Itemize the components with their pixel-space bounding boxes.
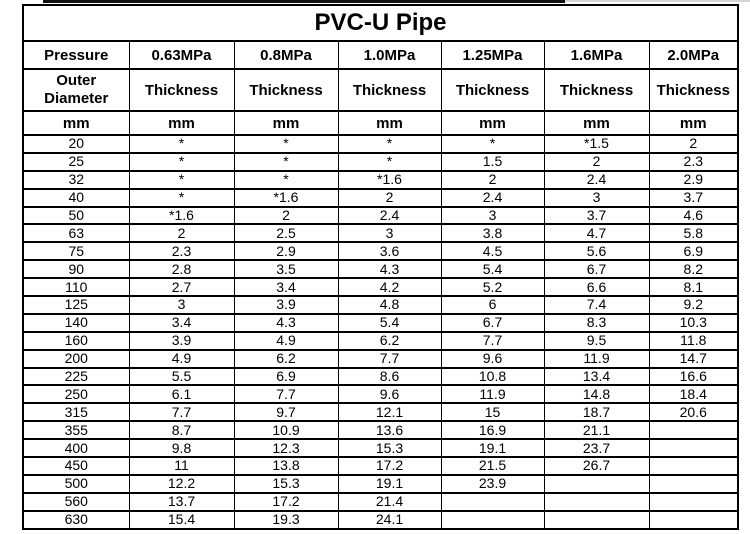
table-row (23, 171, 738, 189)
thickness-cell: 12.3 (234, 439, 338, 457)
thickness-cell: 21.1 (544, 421, 649, 439)
thickness-cell: 17.2 (338, 457, 441, 475)
outer-diameter-cell: 560 (23, 493, 129, 511)
thickness-cell: 12.1 (338, 403, 441, 421)
thickness-cell: 19.3 (234, 511, 338, 529)
thickness-cell: 4.7 (544, 224, 649, 242)
thickness-cell: 4.2 (338, 278, 441, 296)
table-row (23, 511, 738, 529)
thickness-cell: 18.4 (649, 385, 738, 403)
pressure-header-row (23, 41, 738, 69)
table-row (23, 332, 738, 350)
thickness-cell: 13.7 (129, 493, 234, 511)
outer-diameter-cell: 355 (23, 421, 129, 439)
top-edge-scan-artifact-black (43, 0, 565, 3)
thickness-cell: 5.4 (441, 260, 544, 278)
thickness-cell: 10.8 (441, 368, 544, 386)
pressure-label: Pressure (23, 41, 129, 69)
unit-label: mm (649, 111, 738, 135)
thickness-cell: 2 (544, 153, 649, 171)
thickness-cell: 16.9 (441, 421, 544, 439)
outer-diameter-cell: 160 (23, 332, 129, 350)
pressure-value: 2.0MPa (649, 41, 738, 69)
thickness-cell: 3.6 (338, 242, 441, 260)
thickness-cell: 2 (441, 171, 544, 189)
title-row (23, 5, 738, 41)
outer-diameter-cell: 200 (23, 350, 129, 368)
thickness-cell: 3 (544, 189, 649, 207)
thickness-cell: 8.3 (544, 314, 649, 332)
thickness-cell: *1.5 (544, 135, 649, 153)
thickness-cell: 2.4 (441, 189, 544, 207)
thickness-cell (649, 511, 738, 529)
thickness-cell: 4.5 (441, 242, 544, 260)
thickness-cell: 6.1 (129, 385, 234, 403)
thickness-cell: 3.7 (544, 207, 649, 225)
thickness-cell: 23.7 (544, 439, 649, 457)
thickness-cell: 6 (441, 296, 544, 314)
outer-diameter-cell: 630 (23, 511, 129, 529)
thickness-cell: 12.2 (129, 475, 234, 493)
thickness-cell: 9.5 (544, 332, 649, 350)
thickness-cell: 2.8 (129, 260, 234, 278)
thickness-cell: * (129, 153, 234, 171)
thickness-cell: 7.7 (129, 403, 234, 421)
thickness-cell: 4.8 (338, 296, 441, 314)
outer-diameter-cell: 250 (23, 385, 129, 403)
thickness-cell: 24.1 (338, 511, 441, 529)
thickness-cell: 6.9 (649, 242, 738, 260)
thickness-cell: 21.5 (441, 457, 544, 475)
thickness-cell: 10.3 (649, 314, 738, 332)
thickness-cell: 7.4 (544, 296, 649, 314)
unit-label: mm (23, 111, 129, 135)
thickness-cell (544, 511, 649, 529)
table-row (23, 421, 738, 439)
thickness-cell: 19.1 (338, 475, 441, 493)
table-row (23, 457, 738, 475)
thickness-cell: 13.8 (234, 457, 338, 475)
outer-diameter-cell: 400 (23, 439, 129, 457)
thickness-cell: 11.9 (544, 350, 649, 368)
thickness-cell: 15.3 (338, 439, 441, 457)
thickness-cell: 23.9 (441, 475, 544, 493)
table-row (23, 260, 738, 278)
outer-diameter-cell: 40 (23, 189, 129, 207)
thickness-cell: 3.4 (129, 314, 234, 332)
thickness-cell: 6.2 (234, 350, 338, 368)
thickness-cell: 2.4 (544, 171, 649, 189)
thickness-cell: 14.7 (649, 350, 738, 368)
thickness-cell: 9.7 (234, 403, 338, 421)
thickness-cell: 2 (129, 224, 234, 242)
table-row (23, 493, 738, 511)
thickness-cell: * (234, 153, 338, 171)
thickness-cell: 14.8 (544, 385, 649, 403)
thickness-cell: 4.9 (234, 332, 338, 350)
thickness-cell: 15.4 (129, 511, 234, 529)
pressure-value: 0.8MPa (234, 41, 338, 69)
thickness-cell (544, 493, 649, 511)
table-row (23, 224, 738, 242)
thickness-cell: 3.9 (129, 332, 234, 350)
outer-diameter-cell: 125 (23, 296, 129, 314)
thickness-cell: 9.6 (338, 385, 441, 403)
outer-diameter-cell: 25 (23, 153, 129, 171)
table-row (23, 368, 738, 386)
thickness-cell: 5.2 (441, 278, 544, 296)
thickness-cell (649, 475, 738, 493)
thickness-cell: *1.6 (338, 171, 441, 189)
thickness-cell: 17.2 (234, 493, 338, 511)
table-row (23, 439, 738, 457)
unit-row (23, 111, 738, 135)
thickness-cell: 13.4 (544, 368, 649, 386)
thickness-cell: 5.4 (338, 314, 441, 332)
thickness-cell: 2 (234, 207, 338, 225)
outer-diameter-cell: 50 (23, 207, 129, 225)
thickness-cell: 2.4 (338, 207, 441, 225)
thickness-cell: 5.5 (129, 368, 234, 386)
thickness-cell: 21.4 (338, 493, 441, 511)
thickness-label: Thickness (129, 69, 234, 111)
pressure-value: 1.0MPa (338, 41, 441, 69)
outer-diameter-cell: 140 (23, 314, 129, 332)
thickness-cell: 2.3 (649, 153, 738, 171)
outer-diameter-cell: 450 (23, 457, 129, 475)
thickness-cell: 16.6 (649, 368, 738, 386)
thickness-cell (649, 493, 738, 511)
unit-label: mm (234, 111, 338, 135)
pressure-value: 1.25MPa (441, 41, 544, 69)
thickness-cell (441, 511, 544, 529)
thickness-cell: 2.9 (649, 171, 738, 189)
thickness-cell: 2.7 (129, 278, 234, 296)
thickness-cell: 8.7 (129, 421, 234, 439)
thickness-cell (649, 439, 738, 457)
thickness-cell: 11.9 (441, 385, 544, 403)
table-row (23, 189, 738, 207)
thickness-cell: * (338, 135, 441, 153)
thickness-cell: 3.8 (441, 224, 544, 242)
thickness-cell: 8.1 (649, 278, 738, 296)
thickness-cell: 26.7 (544, 457, 649, 475)
thickness-cell: 3.7 (649, 189, 738, 207)
pvc-pipe-spec-table (22, 4, 739, 530)
outer-diameter-cell: 63 (23, 224, 129, 242)
thickness-cell: 1.5 (441, 153, 544, 171)
unit-label: mm (441, 111, 544, 135)
outer-diameter-cell: 500 (23, 475, 129, 493)
thickness-cell: 2.9 (234, 242, 338, 260)
outer-diameter-cell: 90 (23, 260, 129, 278)
thickness-cell: 19.1 (441, 439, 544, 457)
thickness-cell: *1.6 (129, 207, 234, 225)
thickness-cell: 2.3 (129, 242, 234, 260)
thickness-cell: 9.2 (649, 296, 738, 314)
thickness-cell: 3.9 (234, 296, 338, 314)
thickness-cell: 5.6 (544, 242, 649, 260)
unit-label: mm (338, 111, 441, 135)
thickness-cell: 7.7 (338, 350, 441, 368)
thickness-label: Thickness (544, 69, 649, 111)
thickness-cell: 4.9 (129, 350, 234, 368)
thickness-cell: 3.4 (234, 278, 338, 296)
thickness-cell: * (441, 135, 544, 153)
thickness-cell: * (234, 135, 338, 153)
thickness-cell: 8.6 (338, 368, 441, 386)
thickness-cell: 8.2 (649, 260, 738, 278)
thickness-cell: 18.7 (544, 403, 649, 421)
outer-diameter-label: Outer Diameter (23, 69, 129, 111)
table-row (23, 475, 738, 493)
thickness-cell: * (234, 171, 338, 189)
thickness-cell (544, 475, 649, 493)
thickness-label: Thickness (441, 69, 544, 111)
thickness-cell: 2 (649, 135, 738, 153)
top-edge-scan-artifact-gray (565, 0, 750, 2)
table-row (23, 135, 738, 153)
thickness-header-row (23, 69, 738, 111)
thickness-cell: 6.9 (234, 368, 338, 386)
thickness-cell: 5.8 (649, 224, 738, 242)
thickness-cell: * (129, 135, 234, 153)
table-row (23, 403, 738, 421)
unit-label: mm (129, 111, 234, 135)
thickness-cell: 2 (338, 189, 441, 207)
thickness-cell (441, 493, 544, 511)
thickness-label: Thickness (338, 69, 441, 111)
thickness-cell (649, 457, 738, 475)
outer-diameter-cell: 225 (23, 368, 129, 386)
thickness-cell: 4.3 (338, 260, 441, 278)
outer-diameter-cell: 315 (23, 403, 129, 421)
thickness-label: Thickness (649, 69, 738, 111)
thickness-cell: 4.6 (649, 207, 738, 225)
unit-label: mm (544, 111, 649, 135)
outer-diameter-cell: 32 (23, 171, 129, 189)
thickness-cell: *1.6 (234, 189, 338, 207)
pressure-value: 1.6MPa (544, 41, 649, 69)
table-row (23, 314, 738, 332)
thickness-cell: 15 (441, 403, 544, 421)
table-row (23, 296, 738, 314)
outer-diameter-cell: 20 (23, 135, 129, 153)
table-row (23, 350, 738, 368)
thickness-cell: 13.6 (338, 421, 441, 439)
thickness-cell: * (129, 171, 234, 189)
table-row (23, 242, 738, 260)
thickness-cell: 11.8 (649, 332, 738, 350)
thickness-cell: 6.6 (544, 278, 649, 296)
thickness-cell: 2.5 (234, 224, 338, 242)
outer-diameter-cell: 110 (23, 278, 129, 296)
thickness-cell: 4.3 (234, 314, 338, 332)
thickness-cell: 3 (129, 296, 234, 314)
table-row (23, 153, 738, 171)
thickness-cell: 7.7 (441, 332, 544, 350)
thickness-cell: 6.2 (338, 332, 441, 350)
table-row (23, 385, 738, 403)
thickness-cell: * (129, 189, 234, 207)
thickness-cell: * (338, 153, 441, 171)
outer-diameter-cell: 75 (23, 242, 129, 260)
thickness-cell: 7.7 (234, 385, 338, 403)
table-body (23, 135, 738, 529)
thickness-cell: 3.5 (234, 260, 338, 278)
thickness-label: Thickness (234, 69, 338, 111)
thickness-cell: 11 (129, 457, 234, 475)
thickness-cell: 20.6 (649, 403, 738, 421)
thickness-cell: 3 (338, 224, 441, 242)
thickness-cell: 9.8 (129, 439, 234, 457)
thickness-cell: 6.7 (544, 260, 649, 278)
thickness-cell: 6.7 (441, 314, 544, 332)
thickness-cell (649, 421, 738, 439)
thickness-cell: 3 (441, 207, 544, 225)
thickness-cell: 15.3 (234, 475, 338, 493)
table-row (23, 278, 738, 296)
pressure-value: 0.63MPa (129, 41, 234, 69)
table-title: PVC-U Pipe (23, 5, 738, 41)
table-row (23, 207, 738, 225)
thickness-cell: 9.6 (441, 350, 544, 368)
thickness-cell: 10.9 (234, 421, 338, 439)
